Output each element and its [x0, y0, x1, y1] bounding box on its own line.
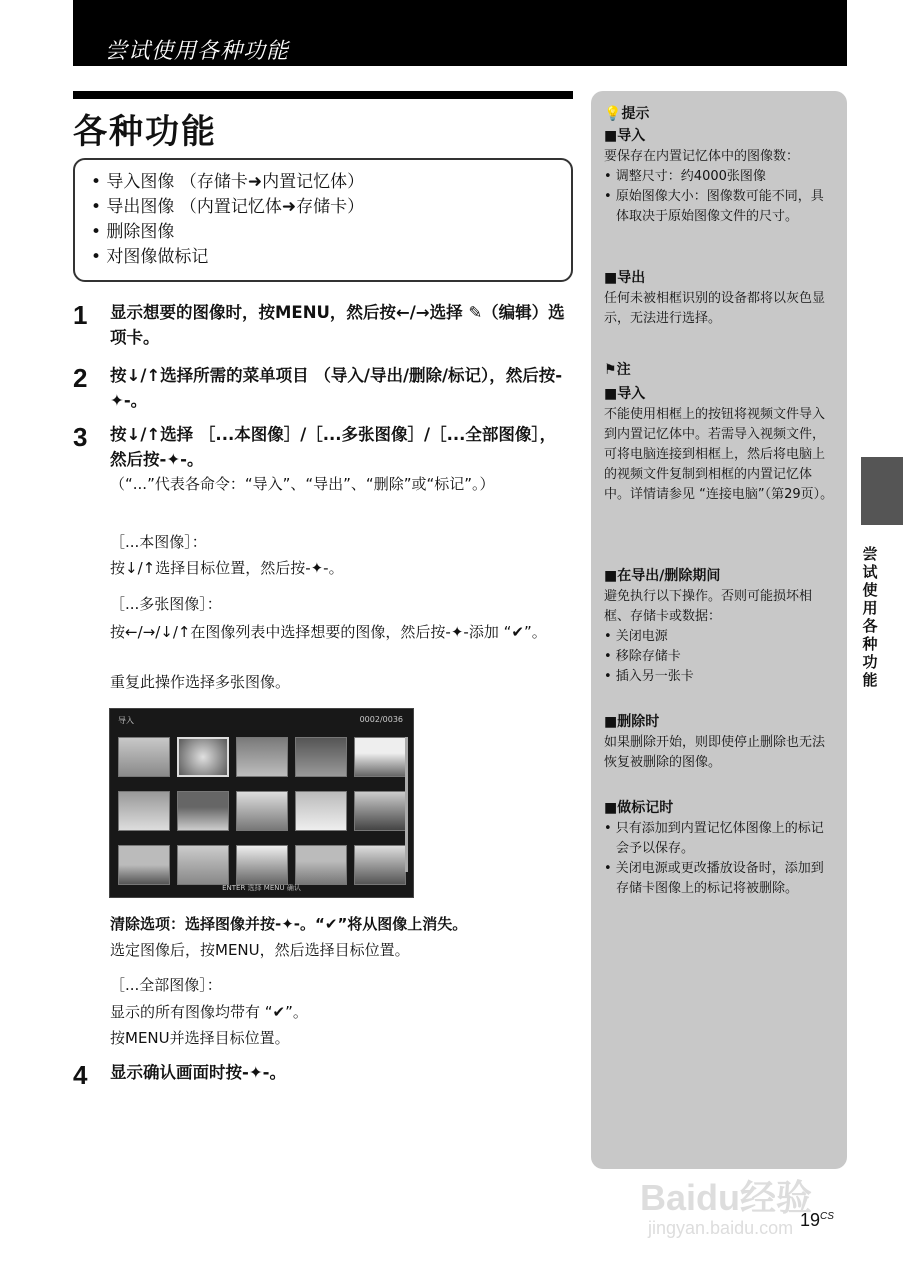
tips-export-text: 任何未被相框识别的设备都将以灰色显示，无法进行选择。 — [604, 291, 826, 326]
step-3-main: 按↓/↑选择 ［...本图像］/［...多张图像］/［...全部图像］，然后按-✦-。 — [110, 425, 557, 469]
note-during-list — [604, 627, 836, 687]
note-during-heading: ■在导出/删除期间 — [604, 568, 721, 584]
side-tab-marker — [861, 457, 903, 525]
note-delete-heading: ■删除时 — [604, 714, 660, 730]
tips-import-heading: ■导入 — [604, 128, 646, 144]
step-number: 1 — [73, 300, 88, 330]
feature-item: • 导出图像 （内置记忆体➜存储卡） — [91, 197, 365, 217]
list-item: • 关闭电源或更改播放设备时，添加到存储卡图像上的标记将被删除。 — [604, 861, 824, 896]
list-item: • 只有添加到内置记忆体图像上的标记会予以保存。 — [604, 821, 824, 856]
thumbnail — [295, 737, 347, 777]
note-icon: ⚑ — [604, 362, 617, 378]
thumbnail — [236, 845, 288, 885]
step-text: 按↓/↑选择所需的菜单项目 （导入/导出/删除/标记），然后按-✦-。 — [110, 366, 563, 410]
step-text — [110, 422, 570, 497]
step-number: 2 — [73, 363, 88, 393]
option-multi-title: ［...多张图像］： — [110, 595, 222, 613]
note-heading: ⚑注 — [604, 362, 631, 378]
option-single-title: ［...本图像］： — [110, 533, 207, 551]
page-title: 各种功能 — [73, 112, 217, 152]
header-bar — [73, 0, 847, 66]
watermark-url: jingyan.baidu.com — [648, 1218, 794, 1238]
feature-item: • 对图像做标记 — [91, 247, 209, 267]
note-during-text: 避免执行以下操作。否则可能损坏相框、存储卡或数据： — [604, 589, 813, 624]
note-mark-list — [604, 819, 836, 899]
list-item: • 移除存储卡 — [604, 649, 681, 664]
step-number: 4 — [73, 1060, 88, 1090]
thumbnail — [236, 737, 288, 777]
thumbnail — [118, 737, 170, 777]
page-number: $19^{CS}$ — [800, 1210, 834, 1230]
screen-topbar — [110, 709, 413, 731]
thumbnail — [118, 791, 170, 831]
screen-label: 导入 — [118, 716, 134, 725]
option-single-text: 按↓/↑选择目标位置，然后按-✦-。 — [110, 559, 344, 577]
thumbnail — [177, 845, 229, 885]
thumbnail — [354, 845, 406, 885]
step-text: 显示确认画面时按-✦-。 — [110, 1063, 287, 1082]
thumbnail — [177, 791, 229, 831]
thumbnail — [354, 737, 406, 777]
header-title: 尝试使用各种功能 — [105, 39, 290, 64]
title-rule — [73, 91, 573, 99]
list-item: • 插入另一张卡 — [604, 669, 694, 684]
step-3-note: （“...”代表各命令：“导入”、“导出”、“删除”或“标记”。） — [110, 475, 495, 493]
thumbnail — [236, 791, 288, 831]
thumbnail — [354, 791, 406, 831]
screen-footer: ENTER 选择 MENU 确认 — [222, 884, 301, 892]
thumbnail-grid — [118, 737, 408, 885]
thumbnail — [295, 845, 347, 885]
option-multi-repeat: 重复此操作选择多张图像。 — [110, 673, 291, 691]
list-item: • 关闭电源 — [604, 629, 668, 644]
note-delete-text: 如果删除开始，则即使停止删除也无法恢复被删除的图像。 — [604, 735, 826, 770]
note-import-heading: ■导入 — [604, 386, 646, 402]
list-item: • 原始图像大小：图像数可能不同，具体取决于原始图像文件的尺寸。 — [604, 189, 824, 224]
feature-item: • 删除图像 — [91, 222, 175, 242]
baidu-watermark: Baidu经验 — [640, 1177, 813, 1218]
import-screen-screenshot — [109, 708, 414, 898]
option-all-text-2: 按MENU并选择目标位置。 — [110, 1029, 290, 1047]
option-all-title: ［...全部图像］： — [110, 976, 222, 994]
feature-box — [73, 158, 573, 282]
option-multi-text: 按←/→/↓/↑在图像列表中选择想要的图像，然后按-✦-添加 “✔”。 — [110, 623, 547, 641]
after-select-text: 选定图像后，按MENU，然后选择目标位置。 — [110, 941, 410, 959]
thumbnail — [295, 791, 347, 831]
note-import-text: 不能使用相框上的按钮将视频文件导入到内置记忆体中。若需导入视频文件，可将电脑连接到相框上，然后将电脑上的视频文件复制到相框的内置记忆体中。详情请参见 “连接电脑”（第29页）。 — [604, 407, 834, 502]
note-mark-heading: ■做标记时 — [604, 800, 674, 816]
feature-item: • 导入图像 （存储卡➜内置记忆体） — [91, 172, 365, 192]
clear-text: 清除选项：选择图像并按-✦-。“✔”将从图像上消失。 — [110, 915, 468, 933]
tips-import-list — [604, 167, 836, 227]
option-all-text-1: 显示的所有图像均带有 “✔”。 — [110, 1003, 308, 1021]
side-tab-label: 尝试使用各种功能 — [862, 545, 878, 689]
tips-export-heading: ■导出 — [604, 270, 646, 286]
screen-scrollbar — [405, 737, 408, 872]
thumbnail-selected — [177, 737, 229, 777]
lightbulb-icon: 💡 — [604, 106, 622, 122]
screen-count: 0002/0036 — [359, 715, 403, 724]
tips-sidebar — [591, 91, 847, 1169]
step-number: 3 — [73, 422, 88, 452]
tips-heading: 💡提示 — [604, 106, 650, 122]
thumbnail — [118, 845, 170, 885]
list-item: • 调整尺寸：约4000张图像 — [604, 169, 766, 184]
tips-import-text: 要保存在内置记忆体中的图像数： — [604, 149, 800, 164]
step-text: 显示想要的图像时，按MENU，然后按←/→选择 ✎（编辑）选项卡。 — [110, 303, 565, 347]
